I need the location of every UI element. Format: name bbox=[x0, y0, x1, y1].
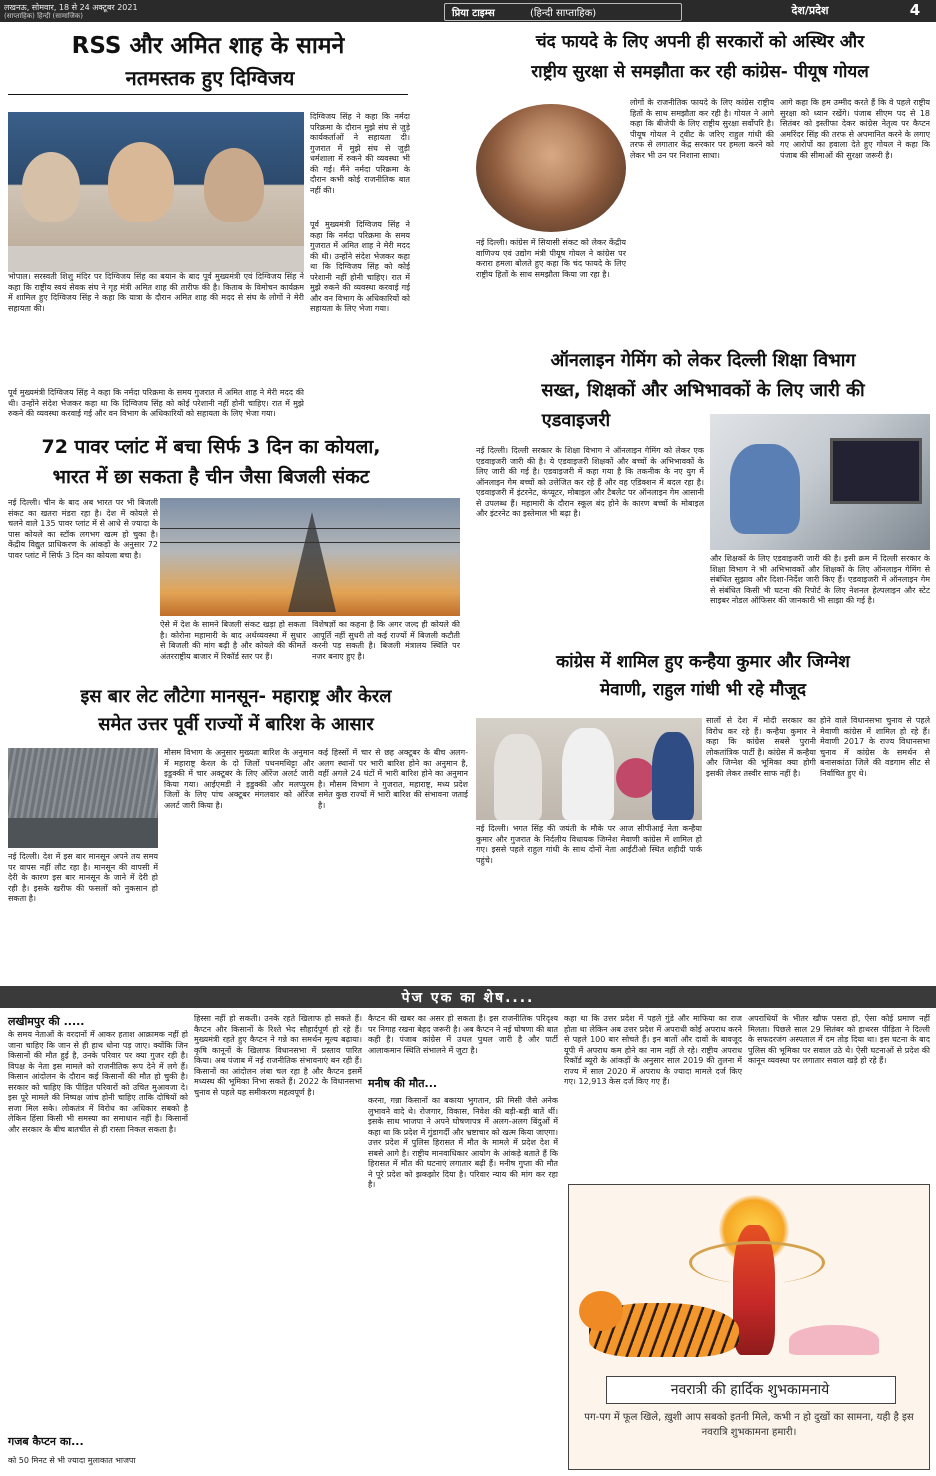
street-ground bbox=[8, 818, 158, 848]
coal-headline-2: भारत में छा सकता है चीन जैसा बिजली संकट bbox=[52, 466, 370, 488]
goyal-headline-1: चंद फायदे के लिए अपनी ही सरकारों को अस्थिर और bbox=[535, 32, 865, 52]
power-tower-icon bbox=[288, 512, 336, 612]
coal-body-1: नई दिल्ली। चीन के बाद अब भारत पर भी बिजली संकट का खतरा मंडरा रहा है। देश में कोयले से चलने वाले 135 पावर प्लांट में से आधे से ज्यादा के पास कोयले का स्टॉक लगभग खत्म हो चुका है। केंद्रीय विद्युत प्राधिकरण के आंकड़ों के अनुसार 72 पावर प्लांट में सिर्फ 3 दिन का कोयला बचा है। bbox=[8, 498, 158, 560]
computer-screen-icon bbox=[830, 438, 922, 504]
manish-body: करना, गन्ना किसानों का बकाया भुगतान, फ्री मिसी जैसे अनेक लुभावने वादे थे। रोजगार, विकास, निवेश की बड़ी-बड़ी बातें थीं। इसके साथ भाजपा ने अपने घोषणापत्र में अलग-अलग बिंदुओं में कहा था कि प्रदेश में गुंडागर्दी और भ्रष्टाचार को खत्म किया जाएगा। उत्तर प्रदेश में पुलिस हिरासत में मौत के मामले में प्रदेश देश में सबसे आगे है। राष्ट्रीय मानवाधिकार आयोग के आंकड़े बताते हैं कि हिरासत में मौत की घटनाएं लगातार बढ़ी हैं। मनीष गुप्ता की मौत ने पूरे प्रदेश को झकझोर दिया है। परिवार न्याय की मांग कर रहा है। bbox=[368, 1096, 558, 1189]
goyal-body-2: लोगों के राजनीतिक फायदे के लिए कांग्रेस राष्ट्रीय हितों के साथ समझौता कर रही है। गोयल ने आगे कहा कि बीजेपी के लिए राष्ट्रीय सुरक्षा सर्वोपरि है। पीयूष गोयल ने ट्वीट के जरिए राहुल गांधी की तरफ से लगातार केंद्र सरकार पर हमला करने को लेकर भी उन पर निशाना साधा। bbox=[630, 98, 774, 160]
monsoon-headline-1: इस बार लेट लौटेगा मानसून- महाराष्ट्र और केरल bbox=[80, 686, 392, 707]
masthead-page-number: 4 bbox=[909, 1, 921, 19]
kanhaiya-body-2: सालों से देश में मोदी सरकार का विरोध कर रहे हैं। कन्हैया कुमार ने कहा कि कांग्रेस सबसे पुरानी लोकतांत्रिक पार्टी है। कांग्रेस में कन्हैया और जिग्नेश की भूमिका क्या होगी इसकी लेकर तस्वीर साफ नहीं है। bbox=[706, 716, 816, 778]
gaming-headline-3: एडवाइजरी bbox=[541, 410, 611, 431]
rss-body-1: भोपाल। सरस्वती शिशु मंदिर पर दिग्विजय सिंह का बयान के बाद पूर्व मुख्यमंत्री एवं दिग्विजय सिंह ने कहा कि राष्ट्रीय स्वयं सेवक संघ ने गृह मंत्री अमित शाह की तारीफ की है। किताब के विमोचन कार्यक्रम में शामिल हुए दिग्विजय सिंह ने कहा कि यात्रा के दौरान अमित शाह की मदद से संघ के लोगों ने मेरी सहायता की। bbox=[8, 272, 304, 313]
coal-body-3: विशेषज्ञों का कहना है कि अगर जल्द ही कोयले की आपूर्ति नहीं सुधरी तो कई राज्यों में बिजली कटौती करनी पड़ सकती है। बिजली मंत्रालय स्थिति पर नजर बनाए हुए है। bbox=[312, 620, 460, 661]
rss-headline-2: नतमस्तक हुए दिग्विजय bbox=[125, 66, 295, 90]
caption-strip bbox=[8, 246, 304, 272]
goddess-arms-icon bbox=[689, 1241, 825, 1284]
masthead-subline: (साप्ताहिक) हिन्दी (सामाजिक) bbox=[4, 12, 83, 20]
person-silhouette-icon bbox=[652, 732, 694, 820]
navratri-ad-message: पग-पग में फूल खिले, ख़ुशी आप सबको इतनी मिले, कभी न हो दुखों का सामना, यही है इस नवरात्रि शुभकामना हमारी। bbox=[584, 1412, 914, 1438]
manish-title: मनीष की मौत... bbox=[368, 1077, 438, 1090]
child-silhouette-icon bbox=[730, 444, 800, 534]
kanhaiya-photo bbox=[476, 718, 702, 820]
lakhimpur-body: के समय नेताओं के वरदानों में आकर हताश आक्रामक नहीं हो जाना चाहिए कि जान से ही हाथ धोना पड़ जाए। क्योंकि जिन किसानों की मौत हुई है, उनके परिवार पर क्या गुजर रही है। विपक्ष के नेता इस मामले को राजनीतिक रूप देने में लगे हैं। किसान आंदोलन के दौरान कई किसानों की मौत हो चुकी है। सरकार को चाहिए कि पीड़ित परिवारों को उचित मुआवजा दे। इस पूरे मामले की निष्पक्ष जांच होनी चाहिए ताकि दोषियों को सजा मिल सके। लोकतंत्र में विरोध का अधिकार सबको है लेकिन हिंसा किसी भी समस्या का समाधान नहीं है। किसानों और सरकार के बीच बातचीत से ही रास्ता निकल सकता है। bbox=[8, 1030, 188, 1134]
gajab-body: को 50 मिनट से भी ज्यादा मुलाकात भाजपा bbox=[8, 1456, 136, 1465]
coal-body-2: ऐसे में देश के सामने बिजली संकट खड़ा हो सकता है। कोरोना महामारी के बाद अर्थव्यवस्था में सुधार से बिजली की मांग बढ़ी है और कोयले की कीमतें अंतरराष्ट्रीय बाजार में रिकॉर्ड स्तर पर हैं। bbox=[160, 620, 306, 661]
kanhaiya-body-3: होने वाले विधानसभा चुनाव से पहले मेवाणी कांग्रेस में शामिल हो रहे हैं। मेवाणी 2017 के राज्य विधानसभा चुनाव में कांग्रेस के समर्थन से बनासकांठा जिले की वडगाम सीट से निर्वाचित हुए थे। bbox=[820, 716, 930, 778]
rss-body-2: दिग्विजय सिंह ने कहा कि नर्मदा परिक्रमा के दौरान मुझे संघ से जुड़े कार्यकर्ताओं ने सहायता दी। गुजरात में मुझे संघ से जुड़ी धर्मशाला में रुकने की व्यवस्था भी की गई। मैंने नर्मदा परिक्रमा के दौरान कभी कोई राजनीतिक बात नहीं की। bbox=[310, 112, 410, 195]
masthead-dateline: लखनऊ, सोमवार, 18 से 24 अक्टूबर 2021 bbox=[4, 3, 138, 12]
gaming-photo bbox=[710, 414, 930, 550]
gajab-title: गजब कैप्टन का... bbox=[8, 1435, 84, 1448]
lotus-icon bbox=[789, 1325, 879, 1355]
person-silhouette-icon bbox=[562, 728, 614, 820]
continuation-col3-body: कैप्टन की खबर का असर हो सकता है। इस राजनीतिक परिदृश्य पर निगाह रखना बेहद जरूरी है। अब कैप्टन ने नई घोषणा की बात कही है। पंजाब कांग्रेस में उथल पुथल जारी है और पार्टी आलाकमान स्थिति संभालने में जुटा है। bbox=[368, 1014, 558, 1055]
tiger-head-icon bbox=[579, 1291, 623, 1331]
power-line bbox=[160, 542, 460, 543]
person-silhouette-icon bbox=[108, 142, 174, 222]
masthead-section: देश/प्रदेश bbox=[791, 4, 829, 17]
person-silhouette-icon bbox=[22, 152, 80, 222]
monsoon-photo bbox=[8, 748, 158, 848]
navratri-ad-title: नवरात्री की हार्दिक शुभकामनाये bbox=[670, 1382, 830, 1398]
rss-headline-rule bbox=[8, 94, 408, 95]
monsoon-body-3: कई हिस्सों में चार से छह अक्टूबर के बीच अलग-अलग स्थानों पर भारी बारिश होने का अनुमान है, वहीं अगले 24 घंटों में भारी बारिश होने का अनुमान है। मौसम विभाग ने गुजरात, महाराष्ट्र, मध्य प्रदेश समेत कुछ राज्यों में भारी बारिश की संभावना जताई है। bbox=[318, 748, 468, 810]
power-line bbox=[160, 528, 460, 529]
goyal-body-1: नई दिल्ली। कांग्रेस में सियासी संकट को लेकर केंद्रीय वाणिज्य एवं उद्योग मंत्री पीयूष गोयल ने कांग्रेस पर करारा हमला बोलते हुए कहा कि चंद फायदे के लिए राष्ट्रीय हितों के साथ समझौता किया जा रहा है। bbox=[476, 238, 626, 279]
flower-bouquet-icon bbox=[616, 758, 656, 798]
person-silhouette-icon bbox=[494, 734, 542, 820]
coal-headline-1: 72 पावर प्लांट में बचा सिर्फ 3 दिन का कोयला, bbox=[41, 436, 381, 458]
gaming-body-2: और शिक्षकों के लिए एडवाइजरी जारी की है। इसी क्रम में दिल्ली सरकार के शिक्षा विभाग ने भी अभिभावकों और शिक्षकों के लिए ऑनलाइन गेमिंग से संबंधित सुझाव और दिशा-निर्देश जारी किए हैं। एडवाइजरी में ऑनलाइन गेम से संबंधित किसी भी घटना की रिपोर्ट के लिए नेशनल हेल्पलाइन और स्टेट साइबर नोडल ऑफिसर की जानकारी भी साझा की गई है। bbox=[710, 554, 930, 605]
goyal-body-3: आगे कहा कि हम उम्मीद करते हैं कि वे पहले राष्ट्रीय सुरक्षा को ध्यान रखेंगे। पंजाब सीएम पद से 18 सितंबर को इस्तीफा देकर कांग्रेस नेतृत्व पर कैप्टन अमरिंदर सिंह की तरफ से अपमानित करने के लगाए गए आरोपों का हवाला देते हुए गोयल ने कहा कि पंजाब की सीमाओं की सुरक्षा जरूरी है। bbox=[780, 98, 930, 160]
kanhaiya-body-1: नई दिल्ली। भगत सिंह की जयंती के मौके पर आज सीपीआई नेता कन्हैया कुमार और गुजरात के निर्दलीय विधायक जिग्नेश मेवाणी कांग्रेस में शामिल हो गए। इससे पहले राहुल गांधी के साथ दोनों नेता आईटीओ स्थित शहीदी पार्क पहुंचे। bbox=[476, 824, 702, 865]
rss-headline-1: RSS और अमित शाह के सामने bbox=[71, 33, 345, 59]
masthead-paper-type: (हिन्दी साप्ताहिक) bbox=[530, 8, 597, 19]
gaming-body-1: नई दिल्ली। दिल्ली सरकार के शिक्षा विभाग ने ऑनलाइन गेमिंग को लेकर एक एडवाइजरी जारी की है। ये एडवाइजरी शिक्षकों और बच्चों के अभिभावकों के लिए जारी की गई है। एडवाइजरी में कहा गया है कि तकनीक के नए युग में ऑनलाइन गेम बच्चों को उत्तेजित कर रहे हैं और वह एडिक्शन में बदल रहा है। एडवाइजरी में इंटरनेट, कंप्यूटर, मोबाइल और टैबलेट पर ऑनलाइन गेम आसानी से उपलब्ध हैं। महामारी के दौरान स्कूल बंद होने के कारण बच्चों के मोबाइल और इंटरनेट का इस्तेमाल भी बढ़ा है। bbox=[476, 446, 704, 518]
gaming-headline-1: ऑनलाइन गेमिंग को लेकर दिल्ली शिक्षा विभाग bbox=[550, 350, 856, 371]
kanhaiya-headline-1: कांग्रेस में शामिल हुए कन्हैया कुमार और जिग्नेश bbox=[556, 652, 850, 672]
rss-body-continued: पूर्व मुख्यमंत्री दिग्विजय सिंह ने कहा कि नर्मदा परिक्रमा के समय गुजरात में अमित शाह ने मेरी मदद की थी। उन्होंने संदेश भेजकर कहा था कि दिग्विजय सिंह को कोई परेशानी नहीं होनी चाहिए। रात में मुझे रुकने की व्यवस्था करवाई गई और वन विभाग के अधिकारियों को सहायता के लिए भेजा गया। bbox=[8, 388, 304, 418]
goyal-headline-2: राष्ट्रीय सुरक्षा से समझौता कर रही कांग्रेस- पीयूष गोयल bbox=[531, 62, 869, 82]
gaming-headline-2: सख्त, शिक्षकों और अभिभावकों के लिए जारी की bbox=[541, 380, 865, 401]
continuation-col2-body: हिस्सा नहीं हो सकती। उनके रहते खिलाफ हो सकते हैं। कैप्टन और किसानों के रिश्ते भेद सौहार्दपूर्ण हो रहे हैं। मुख्यमंत्री रहते हुए कैप्टन ने गन्ने का समर्थन मूल्य बढ़ाया। कृषि कानूनों के खिलाफ विधानसभा में प्रस्ताव पारित किया। अब पंजाब में नई राजनीतिक संभावनाएं बन रही हैं। किसानों का आंदोलन लंबा चल रहा है और कैप्टन इसमें मध्यस्थ की भूमिका निभा सकते हैं। 2022 के विधानसभा चुनाव से पहले यह समीकरण महत्वपूर्ण है। bbox=[194, 1014, 362, 1097]
monsoon-body-2: मौसम विभाग के अनुसार मुख्यतः बारिश के अनुमान में महाराष्ट्र केरल के दो जिलों पथनमथिट्टा और इडुक्की में चार अक्टूबर के लिए ऑरेंज अलर्ट जारी किया गया। आईएमडी ने इडुक्की और मलप्पुरम जिलों के लिए पांच अक्टूबर मंगलवार को ऑरेंज अलर्ट जारी किया है। bbox=[164, 748, 314, 810]
continuation-col4-body: कहा था कि उत्तर प्रदेश में पहले गुंडे और माफिया का राज होता था लेकिन अब उत्तर प्रदेश में अपराधी कोई अपराध करने से पहले 100 बार सोचते हैं। इन बातों और दावों के बावजूद यूपी में अपराध कम होने का नाम नहीं ले रहे। राष्ट्रीय अपराध रिकॉर्ड ब्यूरो के आंकड़ों के अनुसार साल 2019 की तुलना में राज्य में साल 2020 में अपराध के ज्यादा मामले दर्ज किए गए। 12,913 केस दर्ज किए गए हैं। bbox=[564, 1014, 742, 1086]
monsoon-body-1: नई दिल्ली। देश में इस बार मानसून अपने तय समय पर वापस नहीं लौट रहा है। मानसून की वापसी में देरी के कारण इस बार मानसून के जाने में देरी हो रही है। इसके खरीफ की फसलों को नुकसान हो सकता है। bbox=[8, 852, 158, 903]
rss-photo bbox=[8, 112, 304, 272]
kanhaiya-headline-2: मेवाणी, राहुल गांधी भी रहे मौजूद bbox=[599, 680, 807, 700]
lakhimpur-title: लखीमपुर की ..... bbox=[8, 1015, 85, 1028]
coal-photo bbox=[160, 498, 460, 616]
goyal-photo bbox=[476, 104, 626, 232]
person-silhouette-icon bbox=[204, 148, 264, 222]
continuation-col5-body: अपराधियों के भीतर खौफ पसरा हो, ऐसा कोई प्रमाण नहीं मिलता। पिछले साल 29 सितंबर को हाथरस पीड़िता ने दिल्ली के सफदरजंग अस्पताल में दम तोड़ दिया था। इस घटना के बाद पुलिस की भूमिका पर सवाल उठे थे। ऐसी घटनाओं से प्रदेश की कानून व्यवस्था पर लगातार सवाल खड़े हो रहे हैं। bbox=[748, 1014, 930, 1065]
continuation-banner-text: पेज एक का शेष.... bbox=[401, 990, 535, 1006]
rss-body-3: पूर्व मुख्यमंत्री दिग्विजय सिंह ने कहा कि नर्मदा परिक्रमा के समय गुजरात में अमित शाह ने मेरी मदद की थी। उन्होंने संदेश भेजकर कहा था कि दिग्विजय सिंह को कोई परेशानी नहीं होनी चाहिए। रात में मुझे रुकने की व्यवस्था करवाई गई और वन विभाग के अधिकारियों को सहायता के लिए भेजा गया। bbox=[310, 220, 410, 313]
masthead-paper-name: प्रिया टाइम्स bbox=[452, 8, 495, 19]
monsoon-headline-2: समेत उत्तर पूर्वी राज्यों में बारिश के आसार bbox=[98, 714, 374, 735]
